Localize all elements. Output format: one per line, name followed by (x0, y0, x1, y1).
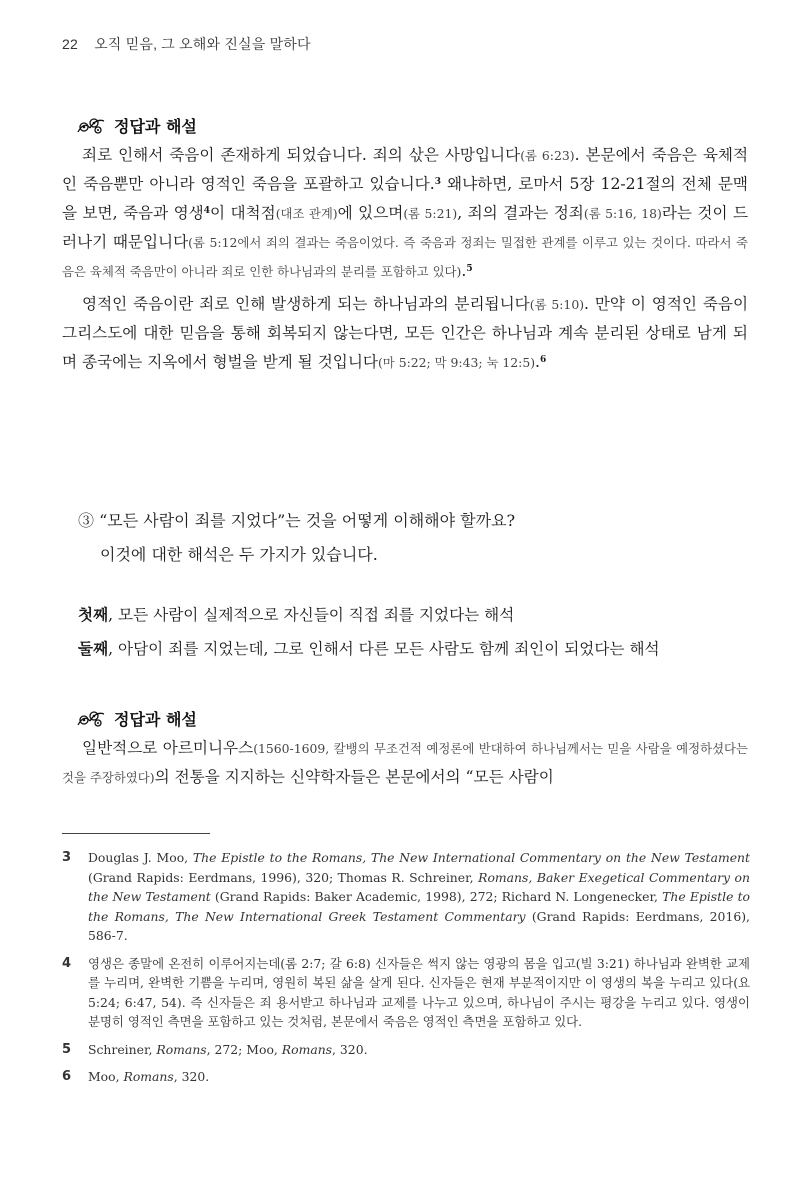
heading-text: 정답과 해설 (114, 117, 197, 136)
paragraph: 영적인 죽음이란 죄로 인해 발생하게 되는 하나님과의 분리됩니다(롬 5:10). 만약 이 영적인 죽음이 그리스도에 대한 믿음을 통해 회복되지 않는다면, 모든 인간은 하나님과 계속 분리된 상태로 남게 되며 종국에는 지옥에서 형벌을 받게 될 것입니다(마 5:22; 막 9:43; 눅 12:5).$^6$ (62, 295, 749, 371)
footnote-3: 3 Douglas J. Moo, The Epistle to the Romans, The New International Commentary on the New Testament (Grand Rapids: Eerdmans, 1996), 320; Thomas R. Schreiner, Romans, Baker Exegetical Commentary on the New Testament (Grand Rapids: Baker Academic, 1998), 272; Richard N. Longenecker, The Epistle to the Romans, The New International Greek Testament Commentary (Grand Rapids: Eerdmans, 2016), 586-7. (62, 850, 751, 943)
answer-options (78, 598, 758, 666)
answer-section-heading (76, 707, 197, 730)
answer-item: 첫째, 모든 사람이 실제적으로 자신들이 직접 죄를 지었다는 해석 (78, 606, 515, 624)
question-text: ③ “모든 사람이 죄를 지었다”는 것을 어떻게 이해해야 할까요? (78, 511, 516, 530)
flower-ornament-icon (76, 116, 106, 136)
flower-ornament-icon (76, 709, 106, 729)
question-subtext: 이것에 대한 해석은 두 가지가 있습니다. (100, 545, 378, 564)
footnote-ref[interactable]: 6 (540, 355, 547, 365)
answer-body-1 (62, 141, 748, 377)
footnote-divider (62, 833, 210, 834)
footnote-ref[interactable]: 5 (466, 264, 473, 274)
paragraph: 일반적으로 아르미니우스(1560-1609, 칼뱅의 무조건적 예정론에 반대하여 하나님께서는 믿을 사람을 예정하셨다는 것을 주장하였다)의 전통을 지지하는 신약학자들은 본문에서의 “모든 사람이 (62, 739, 748, 786)
answer-item: 둘째, 아담이 죄를 지었는데, 그로 인해서 다른 모든 사람도 함께 죄인이 되었다는 해석 (78, 640, 660, 658)
footnote-4: 4 영생은 종말에 온전히 이루어지는데(롬 2:7; 갈 6:8) 신자들은 썩지 않는 영광의 몸을 입고(빌 3:21) 하나님과 완벽한 교제를 누리며, 완벽한 기쁨을 누리며, 영원히 복된 삶을 살게 된다. 신자들은 현재 부분적이지만 이 영생의 복을 누리고 있다(요 5:24; 6:47, 54). 즉 신자들은 죄 용서받고 하나님과 교제를 나누고 있으며, 하나님이 주시는 평강을 누리고 있다. 영생이 분명히 영적인 측면을 포함하고 있는 것처럼, 본문에서 죽음은 영적인 측면을 포함하고 있다. (62, 955, 750, 1029)
paragraph: 죄로 인해서 죽음이 존재하게 되었습니다. 죄의 삯은 사망입니다(롬 6:23). 본문에서 죽음은 육체적인 죽음뿐만 아니라 영적인 죽음을 포괄하고 있습니다.$^3$ 왜냐하면, 로마서 5장 12-21절의 전체 문맥을 보면, 죽음과 영생$^4$이 대척점(대조 관계)에 있으며(롬 5:21), 죄의 결과는 정죄(롬 5:16, 18)라는 것이 드러나기 때문입니다(롬 5:12에서 죄의 결과는 죽음이었다. 즉 죽음과 정죄는 밀접한 관계를 이루고 있는 것이다. 따라서 죽음은 육체적 죽음만이 아니라 죄로 인한 하나님과의 분리를 포함하고 있다).$^5$ (62, 146, 749, 280)
footnote-ref[interactable]: 3 (434, 177, 441, 187)
footnote-6: 6 Moo, Romans, 320. (62, 1069, 210, 1084)
answer-section-heading (76, 114, 197, 137)
answer-body-2 (62, 734, 748, 792)
page-number: 22 (62, 36, 78, 52)
question-block (78, 504, 738, 572)
footnote-5: 5 Schreiner, Romans, 272; Moo, Romans, 320. (62, 1041, 368, 1057)
running-header (62, 34, 311, 54)
footnote-ref[interactable]: 4 (203, 206, 210, 216)
footnotes (62, 848, 750, 1095)
book-title: 오직 믿음, 그 오해와 진실을 말하다 (94, 36, 311, 52)
heading-text: 정답과 해설 (114, 710, 197, 729)
